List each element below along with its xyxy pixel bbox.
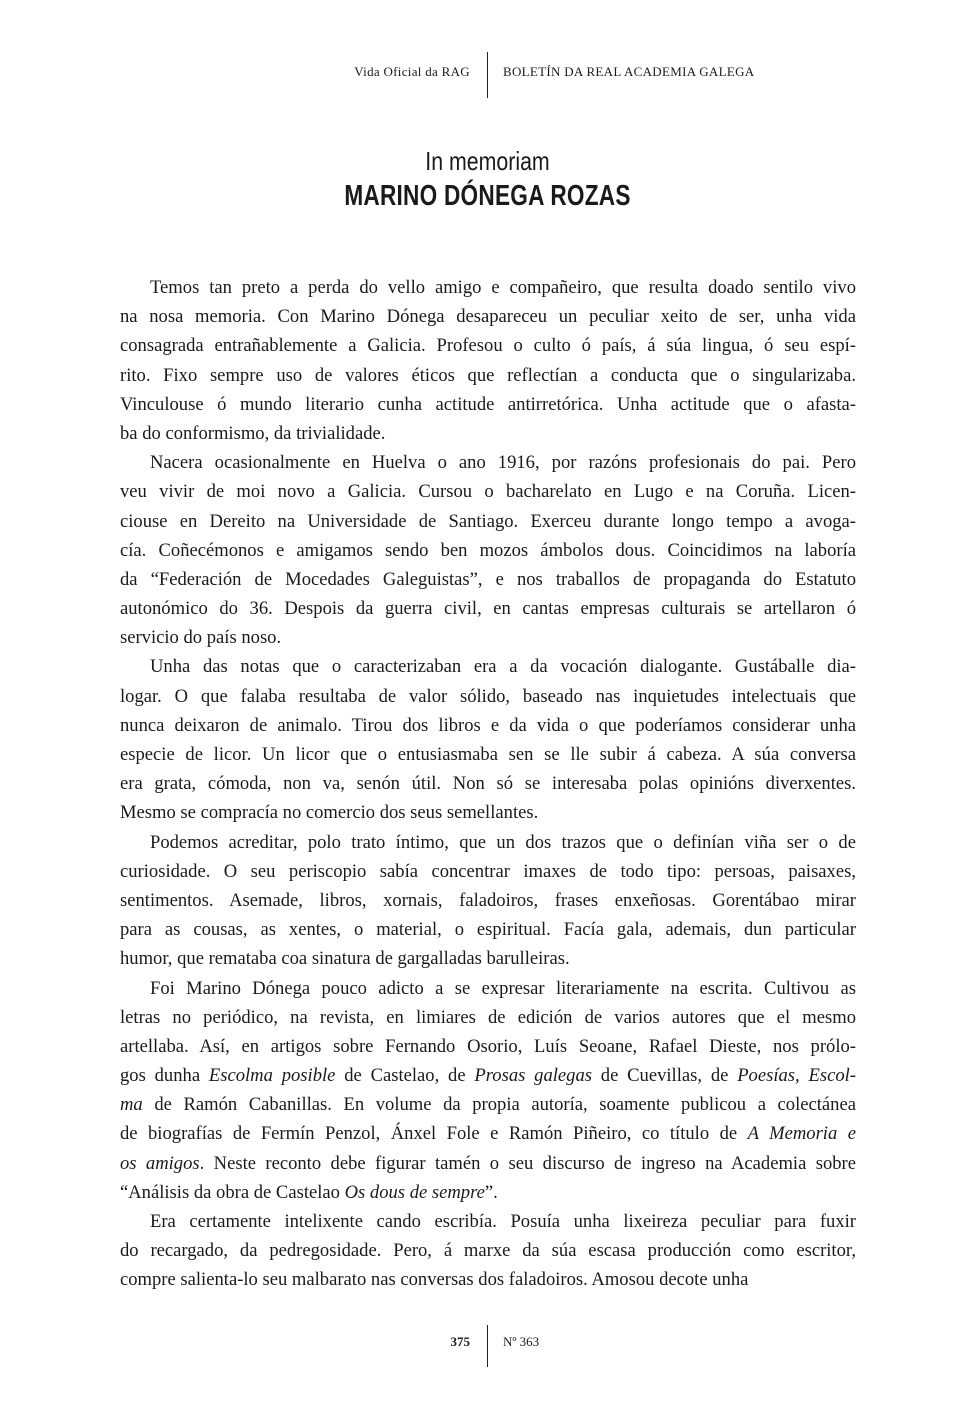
article-body — [120, 273, 856, 1295]
text-line: autonómico do 36. Despois da guerra civil, en cantas empresas culturais se artellaron ó — [120, 598, 856, 620]
text-line: Vinculouse ó mundo literario cunha actitude antirretórica. Unha actitude que o afasta- — [120, 393, 856, 415]
text-line: especie de licor. Un licor que o entusiasmaba sen se lle subir á cabeza. A súa conversa — [120, 744, 856, 765]
text-line: da “Federación de Mocedades Galeguistas”, e nos traballos de propaganda do Estatuto — [120, 568, 856, 590]
italic-title: ma — [120, 1094, 143, 1116]
text-segment: “Análisis da obra de Castelao — [120, 1181, 345, 1203]
text-line: humor, que remataba coa sinatura de gargalladas barulleiras. — [120, 948, 570, 970]
text-segment: ”. — [484, 1181, 498, 1203]
italic-title: os amigos — [120, 1152, 200, 1174]
text-line — [120, 1061, 856, 1090]
text-line: servicio do país noso. — [120, 627, 282, 649]
text-line: Mesmo se compracía no comercio dos seus semellantes. — [120, 802, 539, 824]
text-line: curiosidade. O seu periscopio sabía concentrar imaxes de todo tipo: persoas, paisaxes, — [120, 860, 856, 882]
text-segment: de Castelao, de — [335, 1065, 475, 1087]
article-title: MARINO DÓNEGA ROZAS — [344, 180, 631, 212]
running-header-journal: BOLETÍN DA REAL ACADEMIA GALEGA — [503, 64, 755, 79]
text-line: sentimentos. Asemade, libros, xornais, faladoiros, frases enxeñosas. Gorentábao mirar — [120, 889, 856, 911]
text-segment: de Ramón Cabanillas. En volume da propia autoría, soamente publicou a colectánea — [142, 1094, 856, 1116]
text-line — [120, 1119, 856, 1148]
text-line: letras no periódico, na revista, en limiares de edición de varios autores que el mesmo — [120, 1006, 856, 1028]
text-segment: . Neste reconto debe figurar tamén o seu discurso de ingreso na Academia sobre — [199, 1152, 856, 1174]
running-header-section: Vida Oficial da RAG — [354, 64, 470, 79]
text-line: cía. Coñecémonos e amigamos sendo ben mozos ámbolos dous. Coincidimos na laboría — [120, 539, 856, 561]
text-segment: de Cuevillas, de — [592, 1065, 738, 1087]
text-line: Foi Marino Dónega pouco adicto a se expresar literariamente na escrita. Cultivou as — [150, 977, 856, 999]
text-line: consagrada entrañablemente a Galicia. Profesou o culto ó país, á súa lingua, ó seu espí- — [120, 335, 856, 357]
text-segment: , — [795, 1065, 809, 1087]
italic-title: Poesías — [737, 1065, 796, 1087]
italic-title: Escol- — [808, 1065, 856, 1087]
text-line: ciouse en Dereito na Universidade de Santiago. Exerceu durante longo tempo a avoga- — [120, 510, 856, 532]
text-line — [120, 1090, 856, 1119]
text-line: rito. Fixo sempre uso de valores éticos que reflectían a conducta que o singularizaba. — [120, 364, 856, 386]
text-line: para as cousas, as xentes, o material, o espiritual. Facía gala, ademais, dun particular — [120, 919, 856, 941]
text-line: do recargado, da pedregosidade. Pero, á marxe da súa escasa producción como escritor, — [120, 1240, 856, 1262]
text-line: veu vivir de moi novo a Galicia. Cursou o bacharelato en Lugo e na Coruña. Licen- — [120, 481, 856, 503]
text-line: compre salienta-lo seu malbarato nas conversas dos faladoiros. Amosou decote unha — [120, 1269, 749, 1291]
header-divider — [487, 52, 488, 98]
text-line: Nacera ocasionalmente en Huelva o ano 1916, por razóns profesionais do pai. Pero — [150, 452, 856, 474]
footer-divider — [487, 1325, 488, 1367]
italic-title: Os dous de sempre — [344, 1181, 485, 1203]
text-segment: gos dunha — [120, 1065, 209, 1087]
text-line: Unha das notas que o caracterizaban era a da vocación dialogante. Gustáballe dia- — [150, 656, 856, 678]
italic-title: Escolma posible — [208, 1065, 336, 1087]
text-line: Era certamente intelixente cando escribía. Posuía unha lixeireza peculiar para fuxir — [150, 1211, 856, 1232]
italic-title: Prosas galegas — [474, 1065, 592, 1087]
italic-title: A Memoria e — [747, 1123, 856, 1145]
text-line: na nosa memoria. Con Marino Dónega desapareceu un peculiar xeito de ser, unha vida — [120, 306, 856, 328]
text-line: Temos tan preto a perda do vello amigo e compañeiro, que resulta doado sentilo vivo — [150, 277, 856, 298]
page-number: 375 — [450, 1334, 470, 1349]
text-line: artellaba. Así, en artigos sobre Fernando Osorio, Luís Seoane, Rafael Dieste, nos prólo- — [120, 1035, 856, 1057]
text-line: era grata, cómoda, non va, senón útil. Non só se interesaba polas opinións diverxentes. — [120, 773, 856, 795]
text-line: Podemos acreditar, polo trato íntimo, que un dos trazos que o definían viña ser o de — [150, 831, 856, 853]
text-segment: de biografías de Fermín Penzol, Ánxel Fole e Ramón Piñeiro, co título de — [120, 1123, 748, 1145]
article-kicker: In memoriam — [425, 146, 550, 176]
text-line: logar. O que falaba resultaba de valor sólido, baseado nas inquietudes intelectuais que — [120, 685, 856, 707]
text-line — [120, 1149, 856, 1178]
text-line: nunca deixaron de animalo. Tirou dos libros e da vida o que poderíamos considerar unha — [120, 714, 856, 736]
issue-number: Nº 363 — [503, 1334, 540, 1349]
text-line — [120, 1178, 856, 1207]
text-line: ba do conformismo, da trivialidade. — [120, 422, 386, 444]
